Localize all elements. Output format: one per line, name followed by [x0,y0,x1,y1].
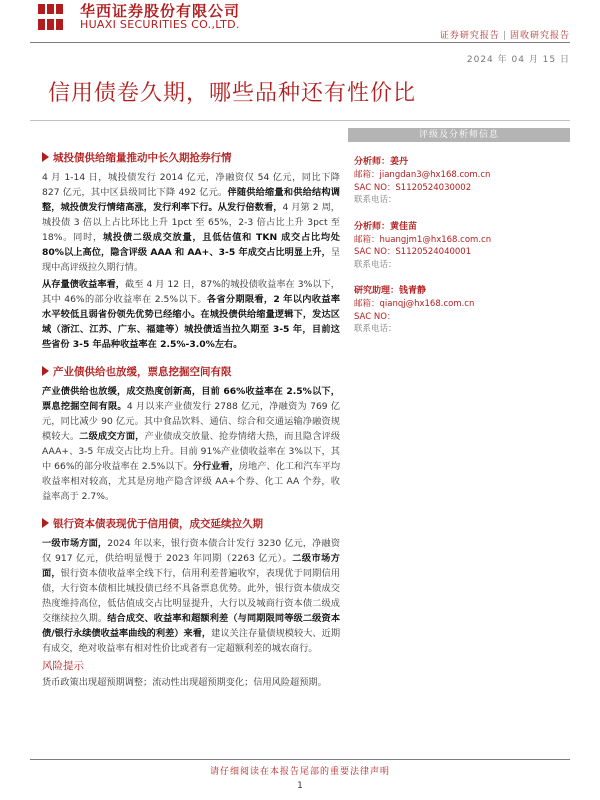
section-2-para-1: 产业债供给也放缓，成交热度创新高，目前 66%收益率在 2.5%以下，票息挖掘空间有限。4 月以来产业债发行 2788 亿元，净融资为 769 亿元，同比减少 90 亿元。其中食品饮料、通信、综合和交通运输净融资规模较大。二级成交方面，产业债成交放量、抢券情绪大热，而且隐含评级 AAA+、3-5 年成交占比均上升。目前 91%产业债收益率在 3%以下，其中 66%的部分收益率在 2.5%以下。分行业看，房地产、化工和汽车平均收益率相对较高，尤其是房地产隐含评级 AA+个券、化工 AA 个券，收益率高于 2.7%。 [42,386,341,502]
triangle-bullet-icon [42,518,49,528]
risk-text: 货币政策出现超预期调整；流动性出现超预期变化；信用风险超预期。 [42,677,327,688]
analyst-role: 分析师：黄佳苗 [354,221,418,232]
section-1-para-1: 4 月 1-14 日，城投债发行 2014 亿元，净融资仅 54 亿元，同比下降 827 亿元，其中区县级同比下降 492 亿元。伴随供给缩量和供给结构调整，城投债发行情绪高涨，发行利率下行。从发行倍数看，4 月第 2 周，城投债 3 倍以上占比环比上升 1pct 至 65%，2-3 倍占比上升 3pct 至 18%。同时，城投债二级成交放量，且低估值和 TKN 成交占比均处 80%以上高位，隐含评级 AAA 和 AA+、3-5 年成交占比明显上升，呈现中高评级拉久期行情。 [42,172,340,273]
analyst-sac: SAC NO：S1120524030002 [354,182,472,193]
brand-name-en: HUAXI SECURITIES CO.,LTD. [80,18,240,31]
analyst-phone: 联系电话： [354,259,397,270]
triangle-bullet-icon [42,366,49,376]
page-number: 1 [297,781,303,791]
legal-disclaimer: 请仔细阅读在本报告尾部的重要法律声明 [209,767,390,777]
analyst-card [348,221,570,272]
analyst-email[interactable]: 邮箱：jiangdan3@hx168.com.cn [354,170,491,180]
section-heading-3: 银行资本债表现优于信用债，成交延续拉久期 [42,516,340,531]
title-divider [30,120,570,121]
risk-heading: 风险提示 [42,660,84,672]
analyst-phone: 联系电话： [354,195,397,205]
analyst-email[interactable]: 邮箱：qianqj@hx168.com.cn [354,299,475,309]
triangle-bullet-icon [42,152,49,162]
company-logo-icon [36,2,66,32]
section-1-para-2: 从存量债收益率看，截至 4 月 12 日，87%的城投债收益率在 3%以下，其中 46%的部分收益率在 2.5%以下。各省分期限看，2 年以内收益率水平较低且弱省份领先优势已经缩小。在城投债供给缩量逻辑下，发达区域（浙江、江苏、广东、福建等）城投债适当拉久期至 3-5 年，目前这些省份 3-5 年品种收益率在 2.5%-3.0%左右。 [42,279,341,350]
section-3-para-1: 一级市场方面，2024 年以来，银行资本债合计发行 3230 亿元，净融资仅 917 亿元，供给明显慢于 2023 年同期（2263 亿元）。二级市场方面，银行资本债收益率全线下行，信用利差普遍收窄，表现优于同期信用债，大行资本债相比城投债已经不具备票息优势。此外，银行资本债成交热度维持高位，低估值成交占比明显提升，大行以及城商行资本债二级成交继续拉久期。结合成交、收益率和超额利差（与同期限同等级二级资本债/银行永续债收益率曲线的利差）来看，建议关注存量债规模较大、近期有成交，绝对收益率有相对性价比或者有一定超额利差的城农商行。 [42,538,341,654]
main-content [42,150,340,692]
analyst-card [348,156,570,207]
analyst-phone: 联系电话： [354,324,397,334]
analyst-email[interactable]: 邮箱：huangjm1@hx168.com.cn [354,234,492,245]
analyst-card [348,285,570,336]
section-heading-2: 产业债供给也放缓，票息挖掘空间有限 [42,364,340,379]
report-category: 固收研究报告 [509,31,570,41]
analyst-sidebar [348,128,570,336]
footer-divider [30,759,570,760]
report-date: 2024 年 04 月 15 日 [466,55,570,65]
analyst-role: 研究助理：钱青静 [354,286,427,296]
analyst-sac: SAC NO： [354,311,396,322]
brand-name-cn: 华西证券股份有限公司 [80,2,241,20]
section-heading-1: 城投债供给缩量推动中长久期抢券行情 [42,150,340,165]
report-tags: 证券研究报告 | 固收研究报告 [439,31,570,41]
sidebar-band: 评级及分析师信息 [348,128,570,142]
header-divider [30,42,570,43]
analyst-sac: SAC NO：S1120524040001 [354,247,472,257]
report-type: 证券研究报告 [439,31,500,41]
page-title: 信用债卷久期，哪些品种还有性价比 [48,81,417,106]
analyst-role: 分析师：姜丹 [354,157,409,167]
